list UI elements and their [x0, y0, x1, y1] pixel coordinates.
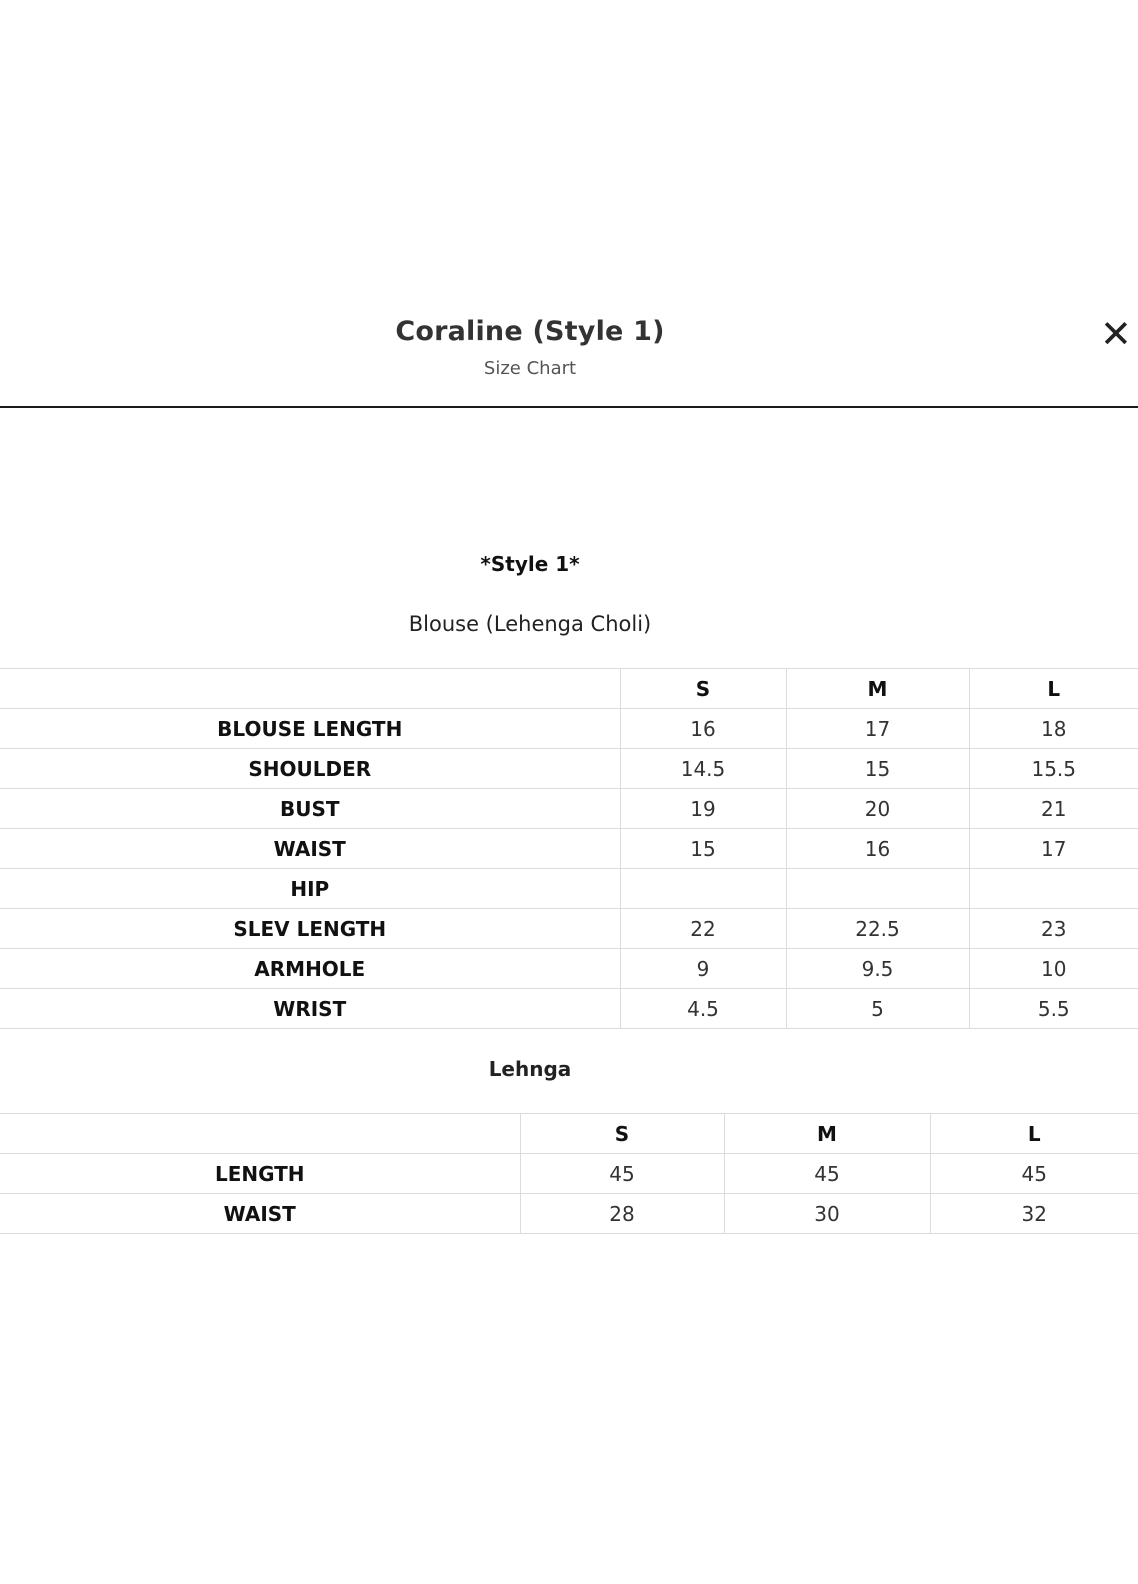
lehnga-heading: Lehnga [488, 1057, 572, 1081]
table-header-cell: M [786, 669, 969, 709]
close-icon[interactable]: ✕ [1100, 312, 1132, 356]
style-heading: *Style 1* [480, 552, 580, 576]
blouse-heading: Blouse (Lehenga Choli) [408, 612, 652, 636]
modal-subtitle: Size Chart [483, 358, 577, 379]
table-row [0, 829, 1138, 869]
table-header-cell: L [969, 669, 1138, 709]
table-header-cell: S [620, 669, 786, 709]
row-label: WAIST [0, 1194, 520, 1234]
table-row [0, 909, 1138, 949]
table-cell: 10 [969, 949, 1138, 989]
table-cell: 4.5 [620, 989, 786, 1029]
row-label: SHOULDER [0, 749, 620, 789]
table-cell: 16 [786, 829, 969, 869]
table-cell: 22 [620, 909, 786, 949]
table-cell: 16 [620, 709, 786, 749]
table-row [0, 949, 1138, 989]
table-cell [620, 869, 786, 909]
table-cell: 19 [620, 789, 786, 829]
table-cell: 5.5 [969, 989, 1138, 1029]
table-header-cell: S [520, 1114, 724, 1154]
lehnga-size-table [0, 1113, 1138, 1234]
table-cell: 30 [724, 1194, 930, 1234]
row-label: SLEV LENGTH [0, 909, 620, 949]
blouse-size-table [0, 668, 1138, 1029]
table-row [0, 749, 1138, 789]
table-cell: 23 [969, 909, 1138, 949]
table-cell: 20 [786, 789, 969, 829]
table-row [0, 789, 1138, 829]
row-label: BLOUSE LENGTH [0, 709, 620, 749]
table-cell: 45 [520, 1154, 724, 1194]
table-cell: 45 [724, 1154, 930, 1194]
table-cell [969, 869, 1138, 909]
table-row [0, 1194, 1138, 1234]
table-cell: 17 [969, 829, 1138, 869]
table-cell: 17 [786, 709, 969, 749]
table-cell: 45 [930, 1154, 1138, 1194]
table-header-cell [0, 669, 620, 709]
table-cell: 32 [930, 1194, 1138, 1234]
row-label: LENGTH [0, 1154, 520, 1194]
table-row [0, 869, 1138, 909]
table-row [0, 1154, 1138, 1194]
modal-title: Coraline (Style 1) [395, 316, 665, 347]
table-cell: 15 [786, 749, 969, 789]
row-label: HIP [0, 869, 620, 909]
table-header-cell [0, 1114, 520, 1154]
table-cell: 18 [969, 709, 1138, 749]
table-cell: 9 [620, 949, 786, 989]
table-cell: 15.5 [969, 749, 1138, 789]
table-cell: 15 [620, 829, 786, 869]
table-cell: 14.5 [620, 749, 786, 789]
table-cell: 22.5 [786, 909, 969, 949]
table-cell [786, 869, 969, 909]
table-header-cell: L [930, 1114, 1138, 1154]
table-row [0, 709, 1138, 749]
table-cell: 9.5 [786, 949, 969, 989]
row-label: ARMHOLE [0, 949, 620, 989]
table-cell: 5 [786, 989, 969, 1029]
row-label: WRIST [0, 989, 620, 1029]
table-header-cell: M [724, 1114, 930, 1154]
row-label: WAIST [0, 829, 620, 869]
table-cell: 21 [969, 789, 1138, 829]
modal-header [0, 300, 1138, 408]
table-header-row [0, 669, 1138, 709]
table-row [0, 989, 1138, 1029]
table-cell: 28 [520, 1194, 724, 1234]
row-label: BUST [0, 789, 620, 829]
table-header-row [0, 1114, 1138, 1154]
